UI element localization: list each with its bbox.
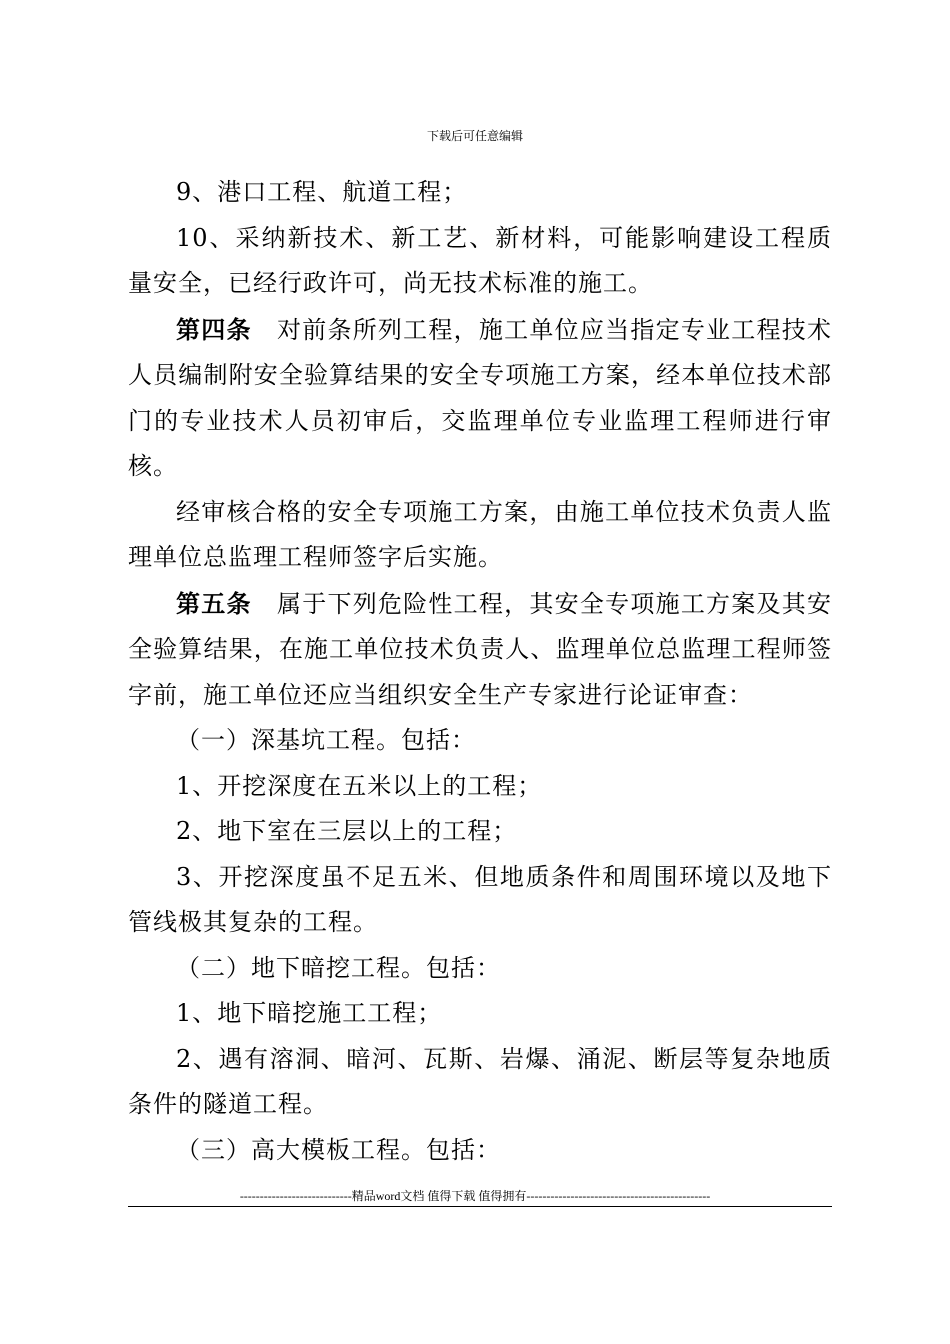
paragraph-text: 3、开挖深度虽不足五米、但地质条件和周围环境以及地下管线极其复杂的工程。	[128, 862, 832, 936]
paragraph-text: 10、采纳新技术、新工艺、新材料，可能影响建设工程质量安全，已经行政许可，尚无技术标准的施工。	[128, 223, 832, 297]
paragraph	[128, 490, 832, 581]
article-label: 第四条	[176, 314, 252, 344]
page-header: 下载后可任意编辑	[426, 129, 523, 143]
paragraph-text: 2、地下室在三层以上的工程；	[176, 817, 518, 845]
paragraph-text: 1、开挖深度在五米以上的工程；	[176, 771, 543, 800]
paragraph	[128, 855, 832, 946]
paragraph-text: （二）地下暗挖工程。包括：	[176, 953, 501, 982]
paragraph-text: 1、地下暗挖施工工程；	[176, 999, 443, 1027]
paragraph-text: 9、港口工程、航道工程；	[176, 178, 468, 206]
page-footer: ----------------------------精品word文档 值得下载 值得拥有----------------------------------------------	[239, 1189, 711, 1203]
paragraph	[128, 307, 832, 490]
paragraph	[128, 946, 832, 992]
document-body	[128, 170, 832, 1173]
paragraph	[128, 764, 832, 810]
paragraph-text: 2、遇有溶洞、暗河、瓦斯、岩爆、涌泥、断层等复杂地质条件的隧道工程。	[128, 1044, 832, 1118]
paragraph	[128, 216, 832, 307]
paragraph-text: （一）深基坑工程。包括：	[176, 726, 476, 754]
paragraph	[128, 718, 832, 764]
paragraph-text: （三）高大模板工程。包括：	[176, 1135, 501, 1164]
paragraph-text: 属于下列危险性工程，其安全专项施工方案及其安全验算结果，在施工单位技术负责人、监理单位总监理工程师签字前，施工单位还应当组织安全生产专家进行论证审查：	[128, 589, 833, 709]
paragraph-text: 对前条所列工程，施工单位应当指定专业工程技术人员编制附安全验算结果的安全专项施工方案，经本单位技术部门的专业技术人员初审后，交监理单位专业监理工程师进行审核。	[128, 315, 833, 480]
paragraph	[128, 1128, 832, 1174]
paragraph	[128, 170, 832, 216]
paragraph	[128, 581, 832, 719]
article-label: 第五条	[176, 588, 252, 618]
paragraph	[128, 809, 832, 855]
paragraph	[128, 991, 832, 1037]
footer-rule	[128, 1206, 832, 1207]
paragraph	[128, 1037, 832, 1128]
paragraph-text: 经审核合格的安全专项施工方案，由施工单位技术负责人监理单位总监理工程师签字后实施。	[128, 497, 832, 571]
